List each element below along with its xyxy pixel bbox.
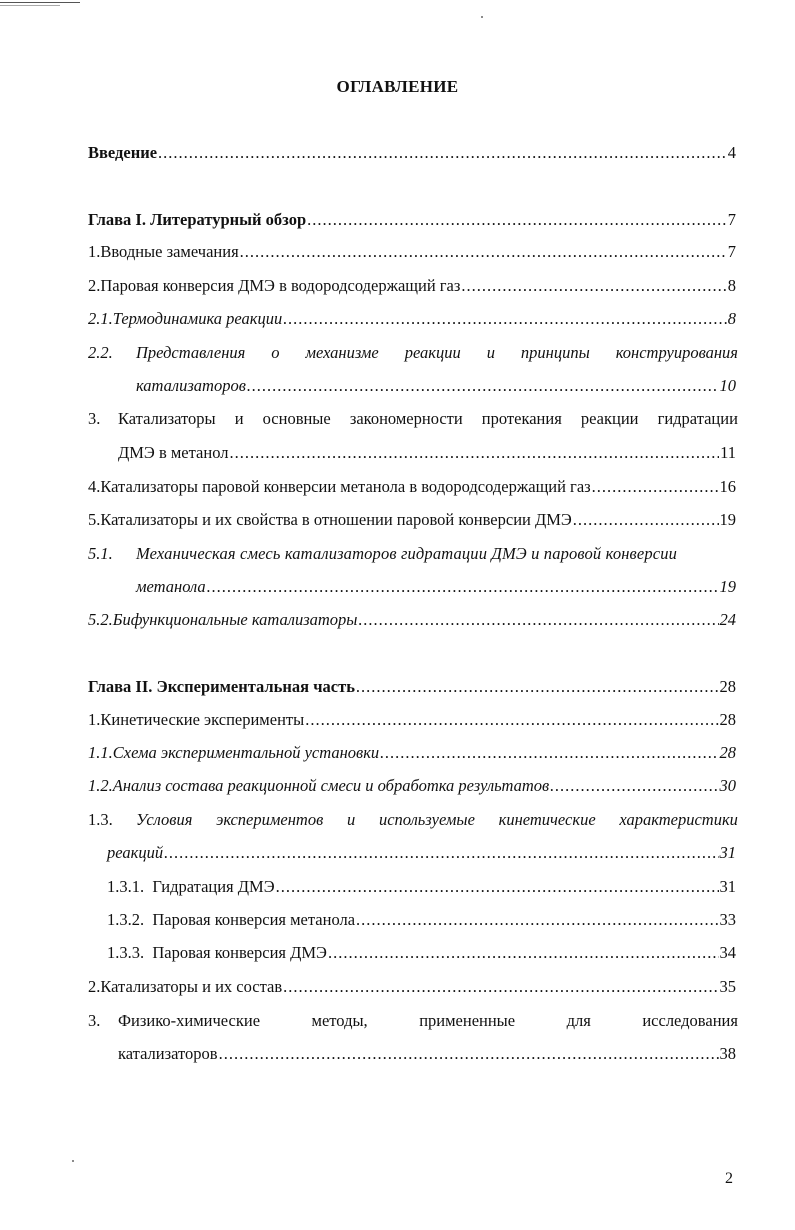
toc-leader bbox=[164, 841, 718, 865]
word: Физико-химические bbox=[118, 1011, 261, 1030]
toc-leader bbox=[158, 141, 727, 165]
word: реакции bbox=[580, 409, 639, 428]
word: Представления bbox=[136, 343, 246, 362]
toc-number: 1.2. bbox=[88, 776, 113, 795]
toc-number: 2.2. bbox=[88, 343, 113, 362]
toc-label: катализаторов bbox=[118, 1044, 218, 1063]
scan-artifact bbox=[0, 5, 60, 6]
toc-number: 3. bbox=[88, 409, 101, 428]
toc-entry-exp-1-3-1[interactable] bbox=[107, 875, 736, 899]
toc-label: ДМЭ в метанол bbox=[118, 443, 229, 462]
toc-label: Механическая смесь катализаторов гидратации ДМЭ и паровой конверсии bbox=[136, 544, 678, 563]
toc-leader bbox=[356, 675, 719, 699]
word: экспериментов bbox=[216, 810, 324, 829]
toc-page: 19 bbox=[719, 577, 736, 596]
toc-page: 7 bbox=[727, 210, 736, 229]
toc-label: метанола bbox=[136, 577, 206, 596]
toc-entry-exp-1-3-cont[interactable] bbox=[107, 841, 736, 865]
word: кинетические bbox=[498, 810, 596, 829]
toc-label: Анализ состава реакционной смеси и обработка результатов bbox=[112, 776, 550, 795]
word: и bbox=[234, 409, 244, 428]
toc-label: 1.3.3. Паровая конверсия ДМЭ bbox=[107, 943, 327, 962]
toc-entry-5-1[interactable] bbox=[88, 542, 738, 566]
toc-label-justified bbox=[118, 1009, 738, 1033]
toc-page: 31 bbox=[719, 843, 736, 862]
word: основные bbox=[262, 409, 331, 428]
word: принципы bbox=[520, 343, 590, 362]
toc-label: Бифункциональные катализаторы bbox=[112, 610, 358, 629]
toc-entry-chapter-1[interactable] bbox=[88, 208, 736, 232]
toc-page: 38 bbox=[719, 1044, 736, 1063]
toc-entry-4[interactable] bbox=[88, 475, 736, 499]
toc-label: Кинетические эксперименты bbox=[100, 710, 305, 729]
word: примененные bbox=[419, 1011, 516, 1030]
toc-label: Глава II. Экспериментальная часть bbox=[88, 677, 355, 696]
toc-entry-exp-1-3[interactable] bbox=[88, 808, 738, 832]
word: Катализаторы bbox=[118, 409, 216, 428]
toc-entry-3[interactable] bbox=[88, 407, 738, 431]
toc-number: 1.3. bbox=[88, 810, 113, 829]
toc-entry-exp-1-1[interactable] bbox=[88, 741, 736, 765]
toc-page: 28 bbox=[719, 710, 736, 729]
toc-leader bbox=[550, 774, 718, 798]
toc-entry-exp-2[interactable] bbox=[88, 975, 736, 999]
toc-page: 10 bbox=[719, 376, 736, 395]
scan-speck bbox=[72, 1160, 74, 1162]
toc-label-justified bbox=[118, 407, 738, 431]
toc-page: 4 bbox=[727, 143, 736, 162]
toc-number: 4. bbox=[88, 477, 101, 496]
word: механизме bbox=[305, 343, 379, 362]
toc-leader bbox=[592, 475, 719, 499]
toc-leader bbox=[356, 908, 718, 932]
toc-page: 8 bbox=[727, 276, 736, 295]
toc-page: 11 bbox=[720, 443, 736, 462]
toc-page: 8 bbox=[727, 309, 736, 328]
toc-label: Схема экспериментальной установки bbox=[112, 743, 380, 762]
word: и bbox=[486, 343, 495, 362]
toc-page: 19 bbox=[719, 510, 736, 529]
toc-number: 2. bbox=[88, 276, 101, 295]
scan-speck bbox=[481, 16, 483, 18]
toc-label: 1.3.2. Паровая конверсия метанола bbox=[107, 910, 356, 929]
word: характеристики bbox=[619, 810, 738, 829]
word: конструирования bbox=[615, 343, 738, 362]
word: протекания bbox=[481, 409, 562, 428]
toc-entry-2-2[interactable] bbox=[88, 341, 738, 365]
toc-number: 5.1. bbox=[88, 544, 113, 563]
toc-number: 1.1. bbox=[88, 743, 113, 762]
toc-leader bbox=[573, 508, 719, 532]
toc-label: Катализаторы и их свойства в отношении паровой конверсии ДМЭ bbox=[100, 510, 572, 529]
page-number: 2 bbox=[725, 1170, 733, 1187]
toc-entry-exp-1-3-3[interactable] bbox=[107, 941, 736, 965]
toc-entry-intro[interactable] bbox=[88, 141, 736, 165]
word: реакции bbox=[404, 343, 461, 362]
word: гидратации bbox=[657, 409, 738, 428]
toc-number: 5.2. bbox=[88, 610, 113, 629]
toc-number: 2. bbox=[88, 977, 101, 996]
toc-leader bbox=[247, 374, 719, 398]
toc-leader bbox=[283, 975, 718, 999]
scan-artifact bbox=[0, 2, 80, 3]
toc-entry-3-cont[interactable] bbox=[118, 441, 736, 465]
toc-title: ОГЛАВЛЕНИЕ bbox=[336, 77, 459, 96]
toc-label: катализаторов bbox=[136, 376, 246, 395]
toc-entry-exp-3-cont[interactable] bbox=[118, 1042, 736, 1066]
toc-page: 30 bbox=[719, 776, 736, 795]
toc-leader bbox=[276, 875, 719, 899]
word: и bbox=[346, 810, 356, 829]
toc-page: 33 bbox=[719, 910, 736, 929]
toc-entry-exp-3[interactable] bbox=[88, 1009, 738, 1033]
toc-leader bbox=[229, 441, 719, 465]
toc-label: Паровая конверсия ДМЭ в водородсодержащий газ bbox=[100, 276, 461, 295]
toc-leader bbox=[240, 240, 727, 264]
toc-label-justified bbox=[136, 808, 738, 832]
toc-page: 28 bbox=[719, 677, 736, 696]
word: о bbox=[271, 343, 280, 362]
toc-entry-5-2[interactable] bbox=[88, 608, 736, 632]
word: используемые bbox=[378, 810, 475, 829]
word: для bbox=[566, 1011, 591, 1030]
toc-label: реакций bbox=[107, 843, 164, 862]
word: методы, bbox=[311, 1011, 368, 1030]
toc-page: 7 bbox=[727, 242, 736, 261]
toc-leader bbox=[207, 575, 719, 599]
word: закономерности bbox=[349, 409, 463, 428]
toc-page: 34 bbox=[719, 943, 736, 962]
toc-leader bbox=[328, 941, 719, 965]
toc-number: 1. bbox=[88, 242, 101, 261]
toc-entry-5-1-cont[interactable] bbox=[136, 575, 736, 599]
toc-page: 31 bbox=[719, 877, 736, 896]
toc-leader bbox=[305, 708, 718, 732]
toc-label: Катализаторы паровой конверсии метанола в водородсодержащий газ bbox=[100, 477, 591, 496]
toc-number: 5. bbox=[88, 510, 101, 529]
toc-entry-2-2-cont[interactable] bbox=[136, 374, 736, 398]
toc-page: 28 bbox=[719, 743, 736, 762]
toc-entry-2-1[interactable] bbox=[88, 307, 736, 331]
toc-page: 35 bbox=[719, 977, 736, 996]
toc-number: 1. bbox=[88, 710, 101, 729]
toc-entry-exp-1[interactable] bbox=[88, 708, 736, 732]
toc-entry-2[interactable] bbox=[88, 274, 736, 298]
toc-page: 16 bbox=[719, 477, 736, 496]
toc-leader bbox=[219, 1042, 719, 1066]
toc-entry-1[interactable] bbox=[88, 240, 736, 264]
toc-label: Вводные замечания bbox=[100, 242, 239, 261]
toc-label: Термодинамика реакции bbox=[112, 309, 283, 328]
toc-leader bbox=[307, 208, 727, 232]
toc-label: Введение bbox=[88, 143, 158, 162]
toc-entry-exp-1-3-2[interactable] bbox=[107, 908, 736, 932]
toc-label: Катализаторы и их состав bbox=[100, 977, 283, 996]
toc-entry-exp-1-2[interactable] bbox=[88, 774, 736, 798]
toc-entry-5[interactable] bbox=[88, 508, 736, 532]
word: исследования bbox=[642, 1011, 738, 1030]
toc-entry-chapter-2[interactable] bbox=[88, 675, 736, 699]
word: Условия bbox=[136, 810, 193, 829]
toc-page: 24 bbox=[719, 610, 736, 629]
toc-leader bbox=[461, 274, 726, 298]
toc-label-justified bbox=[136, 341, 738, 365]
toc-number: 3. bbox=[88, 1011, 101, 1030]
toc-label: 1.3.1. Гидратация ДМЭ bbox=[107, 877, 275, 896]
toc-leader bbox=[283, 307, 727, 331]
toc-number: 2.1. bbox=[88, 309, 113, 328]
toc-leader bbox=[380, 741, 718, 765]
toc-label: Глава I. Литературный обзор bbox=[88, 210, 307, 229]
toc-leader bbox=[358, 608, 718, 632]
